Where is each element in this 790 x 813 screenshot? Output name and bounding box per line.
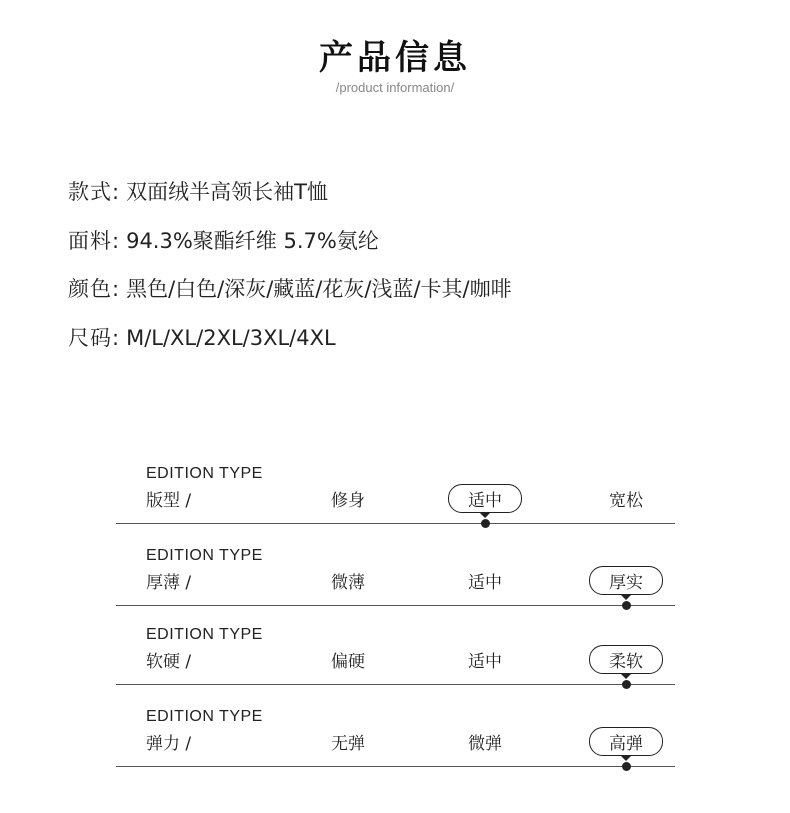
info-value: 黑色/白色/深灰/藏蓝/花灰/浅蓝/卡其/咖啡 [126,277,512,301]
info-label: 颜色: [68,277,121,301]
attribute-row-elasticity [116,686,675,767]
attribute-en-label: EDITION TYPE [146,626,263,643]
attribute-option: 柔软 [589,645,663,674]
info-value: M/L/XL/2XL/3XL/4XL [126,325,336,350]
attribute-row-softness [116,604,675,685]
attribute-zh-label: 版型 / [146,491,192,511]
product-info-list [68,176,512,370]
info-label: 面料: [68,228,121,253]
info-label: 款式: [68,180,121,204]
info-row-color [68,273,512,322]
info-row-fabric [68,225,512,274]
attribute-option: 微薄 [331,573,365,593]
attribute-option: 适中 [448,484,522,513]
attribute-en-label: EDITION TYPE [146,465,263,482]
info-label: 尺码: [68,325,121,350]
attribute-zh-label: 软硬 / [146,652,192,672]
attribute-option: 厚实 [589,566,663,595]
attribute-option: 高弹 [589,727,663,756]
info-row-style [68,176,512,225]
attribute-option: 微弹 [468,734,502,754]
attribute-zh-label: 厚薄 / [146,573,192,593]
page-title: 产品信息 [319,38,471,78]
info-value: 双面绒半高领长袖T恤 [126,180,328,204]
attribute-option: 适中 [468,573,502,593]
attribute-en-label: EDITION TYPE [146,708,263,725]
info-value: 94.3%聚酯纤维 5.7%氨纶 [126,228,379,253]
attribute-option: 无弹 [331,734,365,754]
attribute-option: 适中 [468,652,502,672]
attribute-option: 修身 [331,491,365,511]
info-row-size [68,322,512,371]
attribute-row-thickness [116,525,675,606]
attribute-row-fit [116,443,675,524]
attribute-en-label: EDITION TYPE [146,547,263,564]
attribute-zh-label: 弹力 / [146,734,192,754]
attribute-option: 宽松 [609,491,643,511]
attribute-option: 偏硬 [331,652,365,672]
page-subtitle: /product information/ [335,80,455,95]
selection-dot [622,762,631,771]
